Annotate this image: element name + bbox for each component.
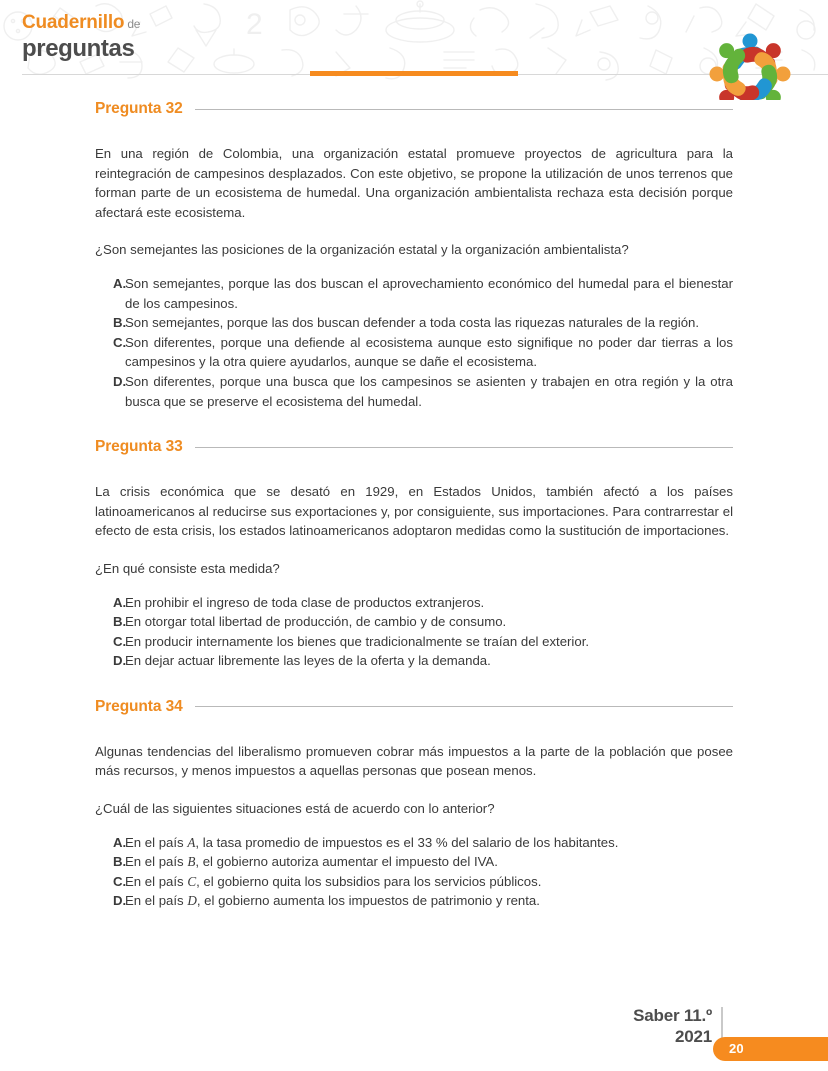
option-letter: C. xyxy=(113,873,127,889)
exam-label xyxy=(633,1005,712,1047)
page-body xyxy=(0,100,828,911)
option-item[interactable] xyxy=(95,891,733,911)
option-letter: B. xyxy=(113,854,127,870)
option-text: Son diferentes, porque una busca que los campesinos se asienten y trabajen en otra región y la otra busca que se preserve el ecosistema del humedal. xyxy=(125,373,733,409)
option-text-pre: En el país xyxy=(125,873,188,889)
brand-logotype xyxy=(22,13,140,61)
question-heading-label: Pregunta 33 xyxy=(95,438,183,456)
question-heading-rule xyxy=(195,447,733,448)
option-item[interactable] xyxy=(95,651,733,671)
icfes-people-circle-logo xyxy=(700,24,800,100)
exam-year: 2021 xyxy=(674,1027,712,1046)
option-letter: C. xyxy=(113,334,127,350)
option-item[interactable] xyxy=(95,833,733,853)
option-letter: A. xyxy=(113,275,127,291)
option-text-post: , el gobierno autoriza aumentar el impuesto del IVA. xyxy=(195,854,498,870)
question-heading-label: Pregunta 32 xyxy=(95,100,183,117)
exam-name: Saber 11.º xyxy=(633,1006,712,1025)
option-letter: B. xyxy=(113,614,127,630)
option-letter: C. xyxy=(113,633,127,649)
option-text: Son semejantes, porque las dos buscan defender a toda costa las riquezas naturales de la región. xyxy=(125,315,700,331)
option-text-pre: En el país xyxy=(125,893,188,909)
country-label: A xyxy=(187,834,196,850)
question-stem: En una región de Colombia, una organización estatal promueve proyectos de agricultura para la reintegración de campesinos desplazados. Con este objetivo, se propone la utilización de unos terrenos que forman parte de un ecosistema de humedal. Una organización ambientalista rechaza esta decisión porque afectará este ecosistema. xyxy=(95,146,733,220)
question-block-32 xyxy=(95,100,733,411)
options-list-33 xyxy=(95,593,733,671)
question-heading-rule xyxy=(195,109,733,110)
option-letter: D. xyxy=(113,373,127,389)
option-text-pre: En el país xyxy=(125,834,188,850)
option-text: Son diferentes, porque una defiende al ecosistema aunque esto signifique no poder dar tierras a los campesinos y la otra quiere ayudarlos, aunque se dañe el ecosistema. xyxy=(125,334,733,370)
option-item[interactable] xyxy=(95,274,733,313)
page-footer xyxy=(0,1000,828,1071)
option-item[interactable] xyxy=(95,372,733,411)
question-block-34 xyxy=(95,698,733,911)
brand-line-1 xyxy=(22,13,140,32)
option-item[interactable] xyxy=(95,612,733,632)
option-text xyxy=(125,872,733,892)
page-number-pill xyxy=(713,1037,828,1061)
option-letter: D. xyxy=(113,653,127,669)
option-text-pre: En el país xyxy=(125,854,188,870)
option-text xyxy=(125,891,733,911)
option-item[interactable] xyxy=(95,872,733,892)
option-letter: D. xyxy=(113,893,127,909)
question-heading-34 xyxy=(95,698,733,716)
page-number: 20 xyxy=(729,1041,744,1056)
question-heading-32 xyxy=(95,100,733,118)
country-label: B xyxy=(187,854,196,870)
option-text-post: , el gobierno aumenta los impuestos de patrimonio y renta. xyxy=(196,893,540,909)
question-prompt: ¿Cuál de las siguientes situaciones está de acuerdo con lo anterior? xyxy=(95,801,495,817)
question-prompt: ¿En qué consiste esta medida? xyxy=(95,560,280,576)
option-text: En producir internamente los bienes que tradicionalmente se traían del exterior. xyxy=(125,633,590,649)
option-text: En dejar actuar libremente las leyes de la oferta y la demanda. xyxy=(125,653,491,669)
country-label: C xyxy=(187,873,197,889)
header-orange-accent-bar xyxy=(310,71,518,76)
option-text xyxy=(125,833,733,853)
option-text: En prohibir el ingreso de toda clase de productos extranjeros. xyxy=(125,594,485,610)
option-text-post: , el gobierno quita los subsidios para los servicios públicos. xyxy=(196,873,542,889)
option-letter: B. xyxy=(113,315,127,331)
brand-word-de: de xyxy=(127,17,141,31)
country-label: D xyxy=(187,893,197,909)
option-item[interactable] xyxy=(95,313,733,333)
question-heading-label: Pregunta 34 xyxy=(95,697,183,715)
questions-container xyxy=(95,100,733,911)
option-item[interactable] xyxy=(95,852,733,872)
question-stem: La crisis económica que se desató en 1929, en Estados Unidos, también afectó a los países latinoamericanos al reducirse sus exportaciones y, por consiguiente, sus importaciones. Para contrarrestar el efecto de esta crisis, los estados latinoamericanos adoptaron medidas como la sustitución de importaciones. xyxy=(95,484,733,539)
option-letter: A. xyxy=(113,834,127,850)
option-text xyxy=(125,852,733,872)
options-list-34 xyxy=(95,833,733,911)
brand-word-preguntas: preguntas xyxy=(22,35,135,62)
question-stem: Algunas tendencias del liberalismo promueven cobrar más impuestos a la parte de la población que posee más recursos, y menos impuestos a aquellas personas que posean menos. xyxy=(95,743,733,779)
option-item[interactable] xyxy=(95,632,733,652)
option-letter: A. xyxy=(113,594,127,610)
option-item[interactable] xyxy=(95,333,733,372)
svg-text:2: 2 xyxy=(246,8,263,41)
option-text-post: , la tasa promedio de impuestos es el 33 % del salario de los habitantes. xyxy=(195,834,619,850)
option-text: En otorgar total libertad de producción, de cambio y de consumo. xyxy=(125,614,507,630)
question-block-33 xyxy=(95,438,733,671)
question-heading-33 xyxy=(95,438,733,456)
question-heading-rule xyxy=(195,706,733,707)
options-list-32 xyxy=(95,274,733,411)
brand-word-cuadernillo: Cuadernillo xyxy=(22,12,125,33)
option-text: Son semejantes, porque las dos buscan el aprovechamiento económico del humedal para el bienestar de los campesinos. xyxy=(125,275,733,311)
question-prompt: ¿Son semejantes las posiciones de la organización estatal y la organización ambientalista? xyxy=(95,242,629,258)
option-item[interactable] xyxy=(95,593,733,613)
page-header xyxy=(0,0,828,100)
